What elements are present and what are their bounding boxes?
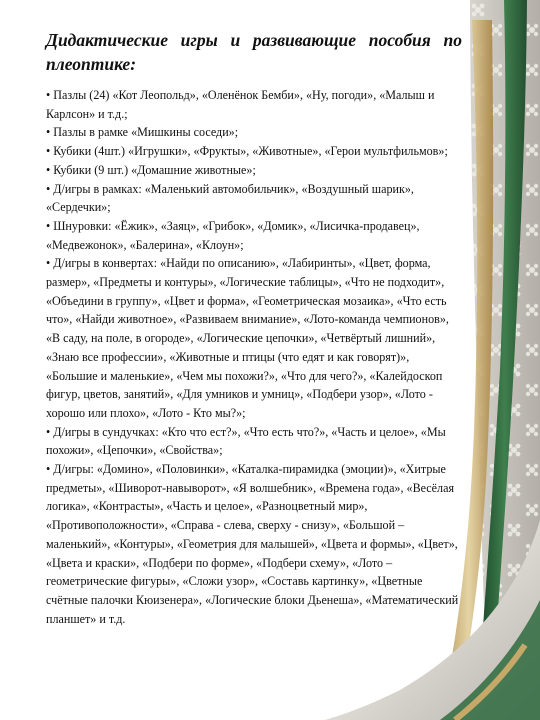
bullet-icon: •: [46, 181, 51, 196]
bullet-icon: •: [46, 424, 51, 439]
list-item: • Пазлы в рамке «Мишкины соседи»;: [46, 125, 239, 140]
bullet-icon: •: [46, 162, 51, 177]
list-item: • Пазлы (24) «Кот Леопольд», «Оленёнок Бемби», «Ну, погоди», «Малыш и Карлсон» и т.д.;: [46, 88, 435, 121]
bullet-icon: •: [46, 88, 51, 102]
list-item: • Д/игры в конвертах: «Найди по описанию», «Лабиринты», «Цвет, форма, размер», «Предметы и контуры», «Логические таблицы», «Что не подходит», «Объедини в группу», «Цвет и форма», «Геометрическая мозаика», «Что есть что», «Найди животное», «Развиваем внимание», «Лото-команда чемпионов», «В саду, на поле, в огороде», «Логические цепочки», «Четвёртый лишний», «Знаю все профессии», «Животные и птицы (что едят и как говорят)», «Большие и маленькие», «Чем мы похожи?», «Что для чего?», «Калейдоскоп фигур, цветов, занятий», «Для умников и умниц», «Подбери узор», «Лото - хорошо или плохо», «Лото - Кто мы?»;: [46, 256, 449, 420]
list-item: • Кубики (4шт.) «Игрушки», «Фрукты», «Животные», «Герои мультфильмов»;: [46, 144, 448, 159]
list-item: • Д/игры в рамках: «Маленький автомобильчик», «Воздушный шарик», «Сердечки»;: [46, 181, 414, 215]
bullet-icon: •: [46, 125, 51, 140]
list-item: • Д/игры: «Домино», «Половинки», «Каталка-пирамидка (эмоции)», «Хитрые предметы», «Шиворот-навыворот», «Я волшебник», «Времена года», «Весёлая логика», «Контрасты», «Часть и целое», «Разноцветный мир», «Противоположности», «Справа - слева, сверху - снизу», «Большой – маленький», «Контуры», «Геометрия для малышей», «Цвета и формы», «Цвет», «Цвета и краски», «Подбери по форме», «Подбери схему», «Лото – геометрические фигуры», «Сложи узор», «Составь картинку», «Цветные счётные палочки Кюизенера», «Логические блоки Дьенеша», «Математический планшет» и т.д.: [46, 462, 459, 626]
bullet-icon: •: [46, 144, 51, 159]
slide-title: Дидактические игры и развивающие пособия по плеоптике:: [46, 30, 462, 74]
items-list: [46, 86, 462, 628]
list-item: • Кубики (9 шт.) «Домашние животные»;: [46, 162, 256, 177]
bullet-icon: •: [46, 218, 51, 233]
list-item: • Д/игры в сундучках: «Кто что ест?», «Что есть что?», «Часть и целое», «Мы похожи», «Цепочки», «Свойства»;: [46, 424, 446, 458]
content-area: [46, 28, 462, 628]
bullet-icon: •: [46, 462, 51, 477]
list-item: • Шнуровки: «Ёжик», «Заяц», «Грибок», «Домик», «Лисичка-продавец», «Медвежонок», «Балерина», «Клоун»;: [46, 218, 420, 252]
bullet-icon: •: [46, 256, 51, 271]
